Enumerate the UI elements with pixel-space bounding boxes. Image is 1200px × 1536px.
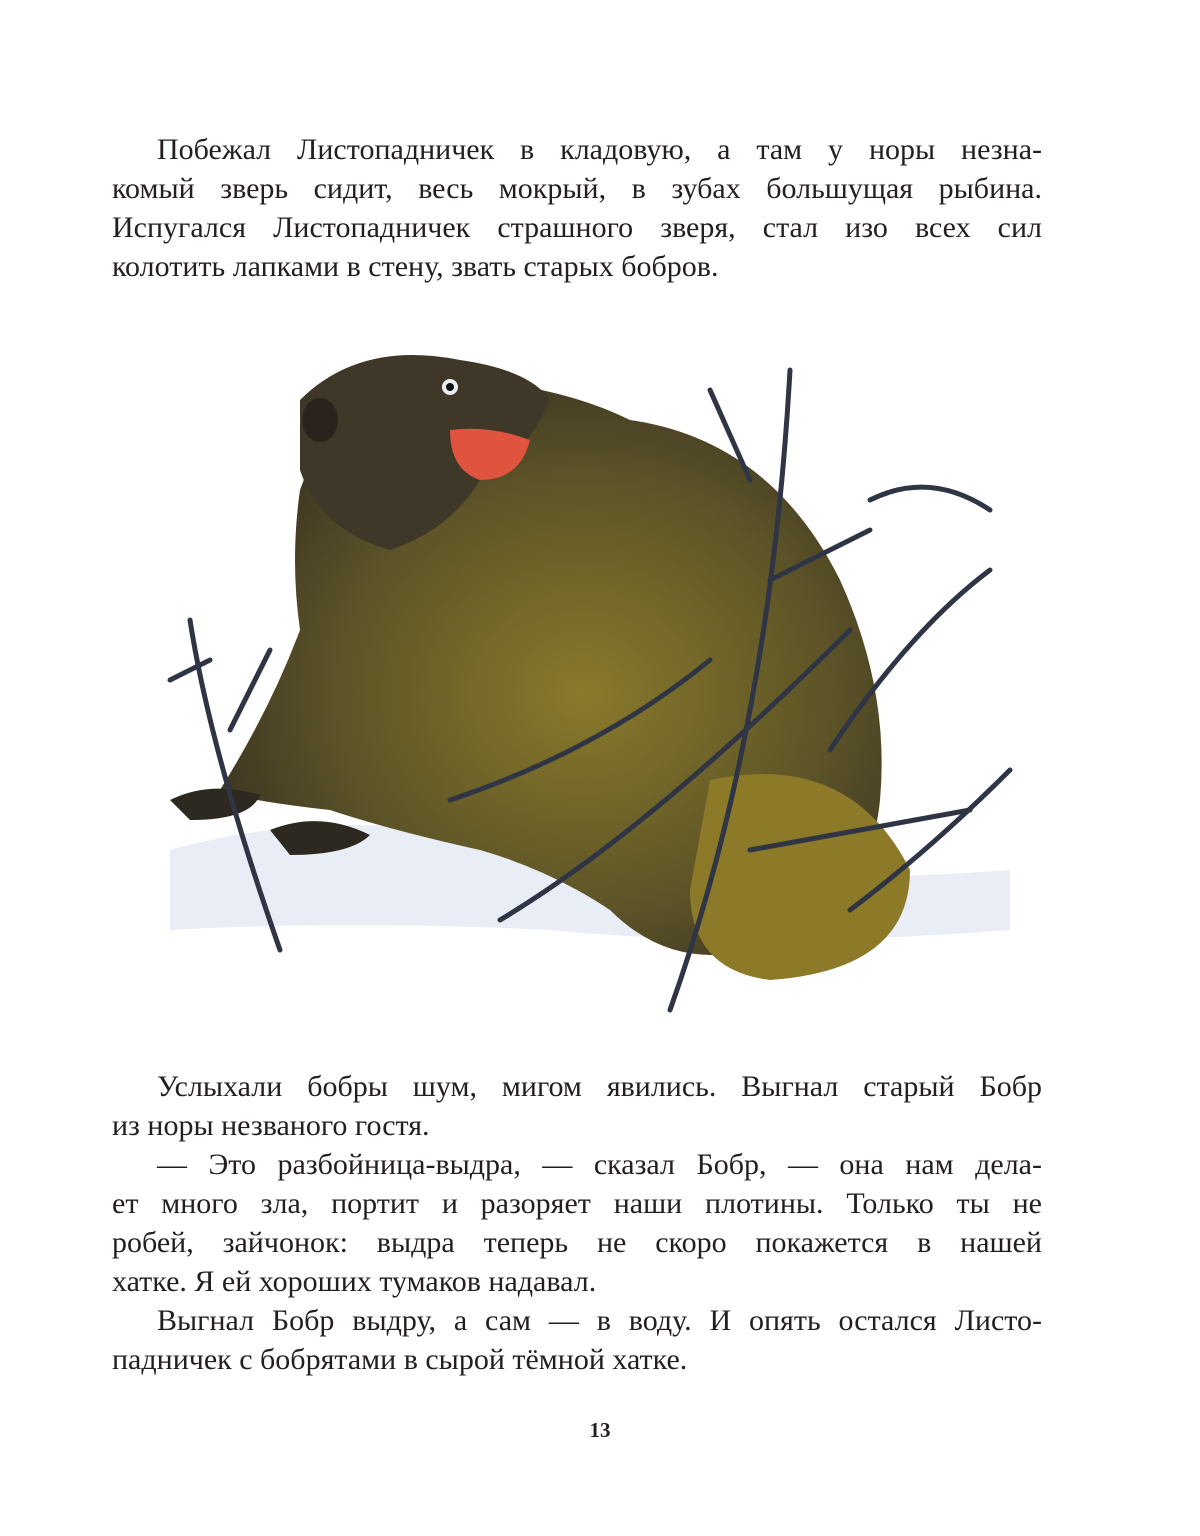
text-line: хатке. Я ей хороших тумаков надавал. xyxy=(112,1265,597,1298)
text-line: Испугался Листопадничек страшного зверя, стал изо всех сил xyxy=(112,211,1042,244)
otter-illustration xyxy=(150,330,1030,1020)
text-line: Услыхали бобры шум, мигом явились. Выгнал старый Бобр xyxy=(157,1070,1042,1103)
text-block-bottom xyxy=(112,1067,1042,1379)
text-line: робей, зайчонок: выдра теперь не скоро покажется в нашей xyxy=(112,1226,1042,1259)
text-line: падничек с бобрятами в сырой тёмной хатке. xyxy=(112,1343,688,1376)
text-line: Побежал Листопадничек в кладовую, а там у норы незна- xyxy=(157,133,1042,166)
text-line: ет много зла, портит и разоряет наши плотины. Только ты не xyxy=(112,1187,1042,1220)
text-line: — Это разбойница-выдра, — сказал Бобр, — она нам дела- xyxy=(157,1148,1042,1181)
text-line: Выгнал Бобр выдру, а сам — в воду. И опять остался Листо- xyxy=(157,1304,1042,1337)
text-line: из норы незваного гостя. xyxy=(112,1109,430,1142)
text-line: колотить лапками в стену, звать старых бобров. xyxy=(112,250,719,283)
text-block-top xyxy=(112,130,1042,286)
text-line: комый зверь сидит, весь мокрый, в зубах большущая рыбина. xyxy=(112,172,1042,205)
page-number: 13 xyxy=(589,1418,611,1442)
